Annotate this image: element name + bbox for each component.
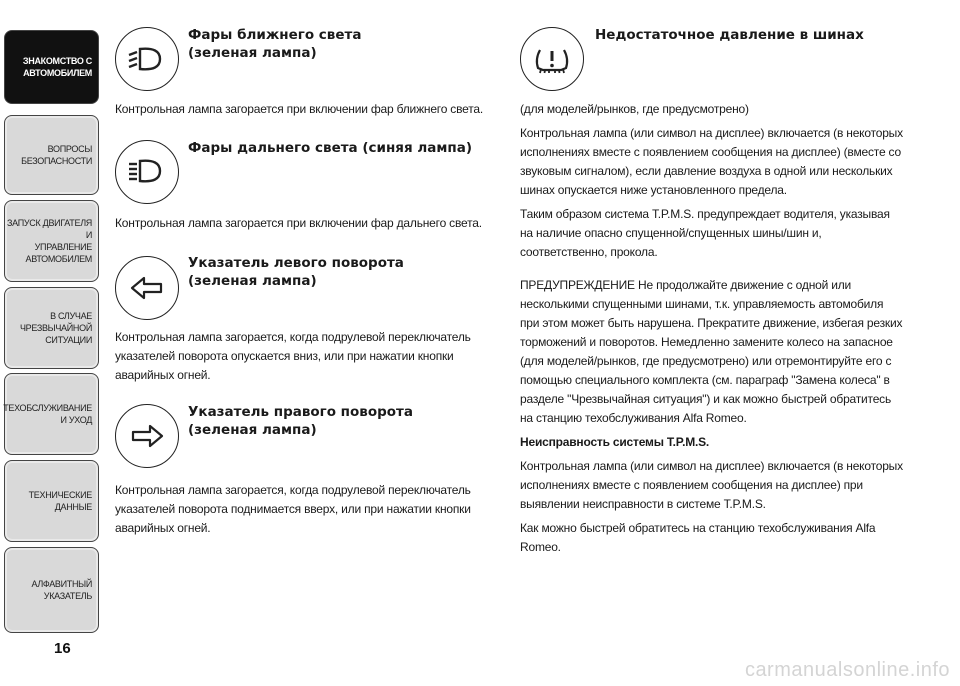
tab-label: ЧРЕЗВЫЧАЙНОЙ: [19, 323, 92, 333]
tab-label: АЛФАВИТНЫЙ: [31, 579, 92, 589]
low-beam-description: Контрольная лампа загорается при включении фар ближнего света.: [115, 102, 483, 116]
tpms-heading: Недостаточное давление в шинах: [595, 27, 864, 43]
tpms-description: Контрольная лампа (или символ на дисплее) включается (в некоторых исполнениях вместе с появлением сообщения на дисплее) (вместе со звуковым сигналом), если давление воздуха в одной или нескольких шинах опускается ниже установленного предела.: [520, 126, 903, 197]
right-turn-heading: [188, 403, 413, 439]
tab-label: ЗНАКОМСТВО С: [22, 56, 92, 66]
tpms-warning: ПРЕДУПРЕЖДЕНИЕ Не продолжайте движение с одной или несколькими спущенными шинами, т.к. управляемость автомобиля при этом может быть нарушена. Прекратите движение, избегая резких торможений и поворотов. Немедленно замените колесо на запасное (для моделей/рынков, где предусмотрено) или отремонтируйте его с помощью специального комплекта (см. параграф "Замена колеса" в разделе "Чрезвычайная ситуация") и как можно быстрей обратитесь на станцию техобслуживания Alfa Romeo.: [520, 278, 903, 425]
tab-label: БЕЗОПАСНОСТИ: [21, 156, 92, 166]
tab-label: ТЕХОБСЛУЖИВАНИЕ: [3, 403, 92, 413]
tpms-failure-description: Контрольная лампа (или символ на дисплее) включается (в некоторых исполнениях вместе с появлением сообщения на дисплее) при выявлении неисправности в системе T.P.M.S.: [520, 459, 903, 511]
tpms-availability-note: (для моделей/рынков, где предусмотрено): [520, 102, 749, 116]
tire-pressure-warning-icon: [520, 27, 584, 91]
tab-starting-and-driving[interactable]: [4, 200, 99, 282]
low-beam-heading: [188, 26, 361, 62]
tab-maintenance[interactable]: [4, 373, 99, 455]
left-turn-title: Указатель левого поворота: [188, 255, 404, 271]
tab-technical-data[interactable]: [4, 460, 99, 542]
left-turn-description: Контрольная лампа загорается, когда подрулевой переключатель указателей поворота опускается вниз, или при нажатии кнопки аварийных огней.: [115, 330, 471, 382]
tab-label: ВОПРОСЫ: [47, 144, 92, 154]
left-turn-heading: [188, 254, 404, 290]
page-number: 16: [54, 640, 71, 657]
right-turn-arrow-icon: [115, 404, 179, 468]
tab-label: АВТОМОБИЛЕМ: [23, 68, 92, 78]
tpms-failure-title: [520, 433, 905, 452]
right-turn-title: Указатель правого поворота: [188, 404, 413, 420]
tab-emergency[interactable]: [4, 287, 99, 369]
tab-label: В СЛУЧАЕ: [50, 311, 92, 321]
tab-label: УКАЗАТЕЛЬ: [43, 591, 92, 601]
tpms-service-advice: Как можно быстрей обратитесь на станцию техобслуживания Alfa Romeo.: [520, 521, 876, 554]
tab-label: АВТОМОБИЛЕМ: [25, 254, 92, 264]
right-turn-subtitle: (зеленая лампа): [188, 422, 317, 438]
tab-label: УПРАВЛЕНИЕ: [34, 242, 92, 252]
tab-label: ДАННЫЕ: [54, 502, 92, 512]
high-beam-description: Контрольная лампа загорается при включении фар дальнего света.: [115, 216, 482, 230]
tab-label: СИТУАЦИИ: [45, 335, 92, 345]
tpms-failure-title-text: Неисправность системы T.P.M.S.: [520, 435, 710, 449]
low-beam-title: Фары ближнего света: [188, 27, 362, 43]
low-beam-subtitle: (зеленая лампа): [188, 45, 317, 61]
tab-label: И УХОД: [60, 415, 92, 425]
tab-safety[interactable]: [4, 115, 99, 195]
low-beam-headlight-icon: [115, 27, 179, 91]
tab-label: ЗАПУСК ДВИГАТЕЛЯ И: [6, 218, 92, 240]
high-beam-title: Фары дальнего света (синяя лампа): [188, 140, 472, 156]
tab-index[interactable]: [4, 547, 99, 633]
left-turn-arrow-icon: [115, 256, 179, 320]
watermark: carmanualsonline.info: [744, 659, 950, 681]
tpms-explanation: Таким образом система T.P.M.S. предупреждает водителя, указывая на наличие опасно спущенной/спущенных шины/шин и, соответственно, прокола.: [520, 207, 890, 259]
tpms-body: [520, 100, 905, 562]
high-beam-heading: [188, 139, 472, 157]
tab-label: ТЕХНИЧЕСКИЕ: [28, 490, 92, 500]
tab-getting-to-know-car[interactable]: [4, 30, 99, 104]
left-turn-subtitle: (зеленая лампа): [188, 273, 317, 289]
high-beam-headlight-icon: [115, 140, 179, 204]
right-turn-description: Контрольная лампа загорается, когда подрулевой переключатель указателей поворота поднимается вверх, или при нажатии кнопки аварийных огней.: [115, 483, 471, 535]
